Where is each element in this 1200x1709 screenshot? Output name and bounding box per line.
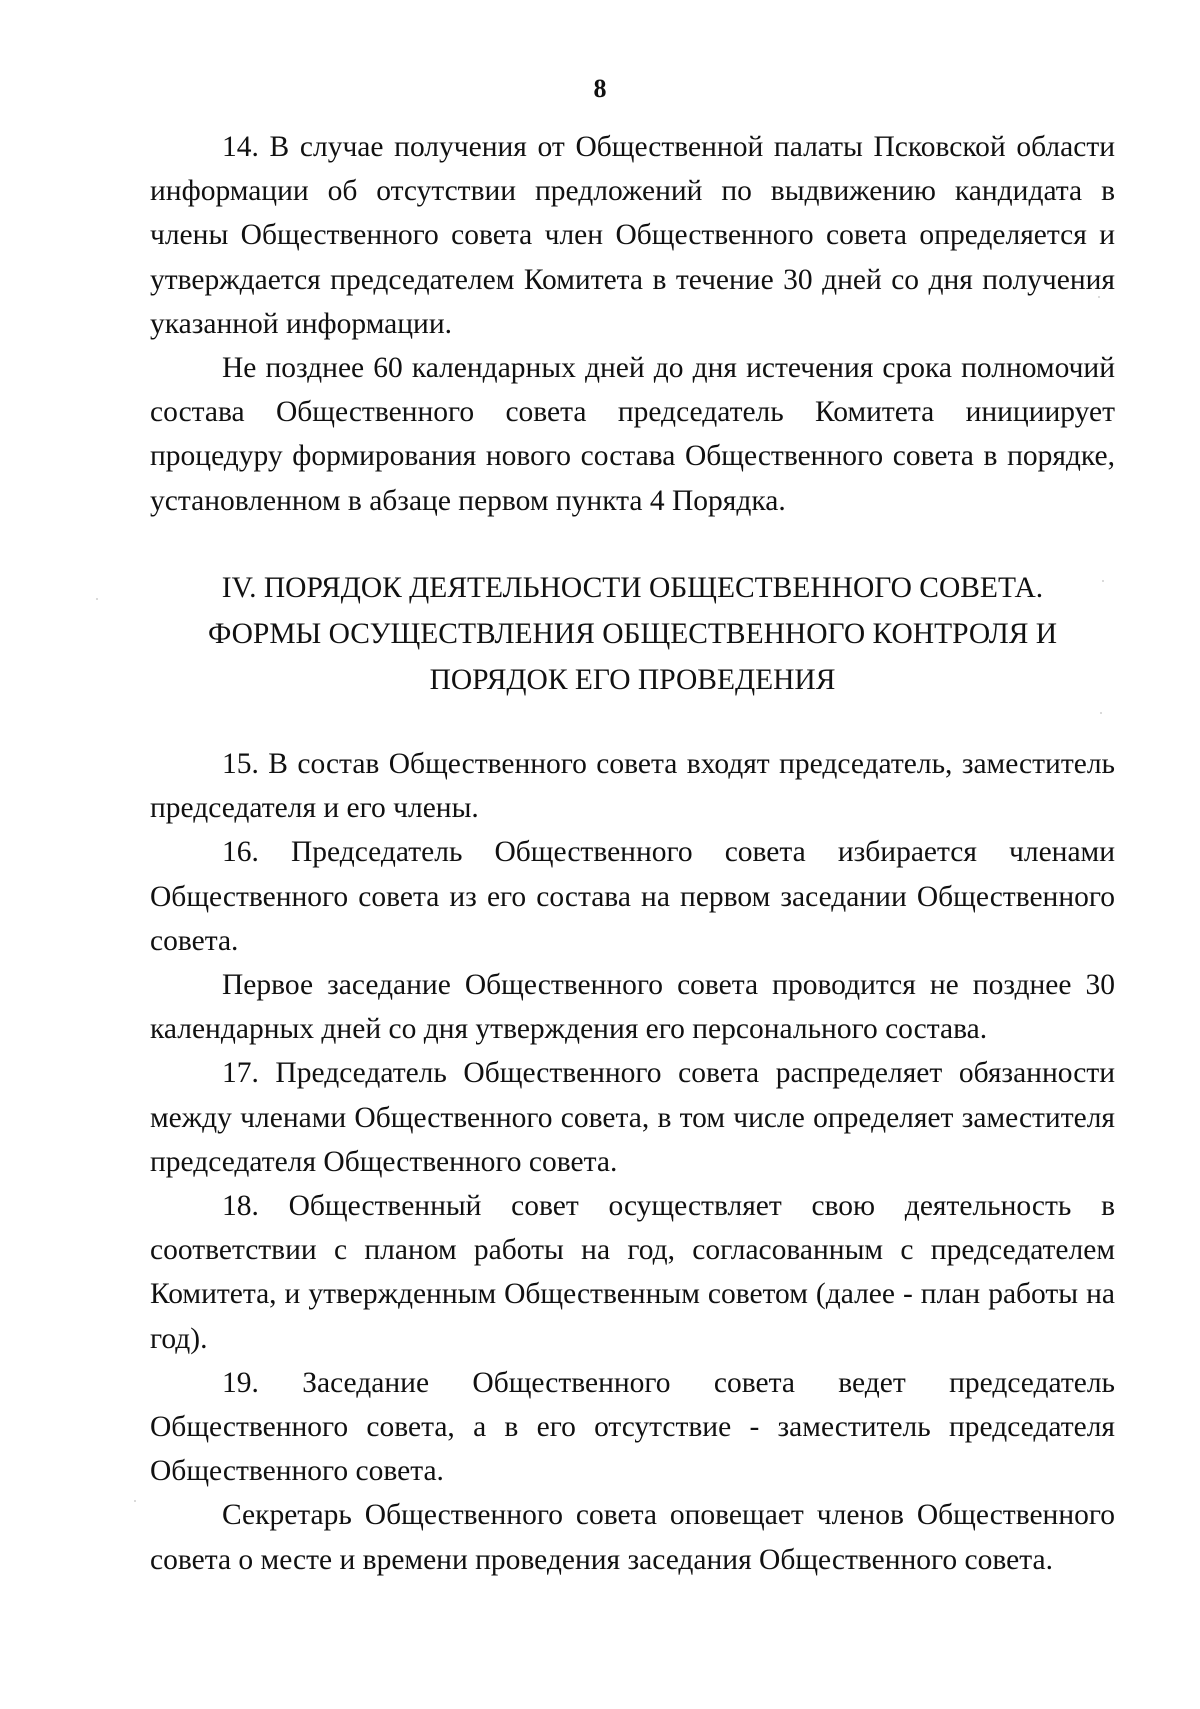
text-block-bottom [150,742,1115,1582]
paragraph-18: 18. Общественный совет осуществляет свою деятельность в соответствии с планом работы на год, согласованным с председателем Комитета, и утвержденным Общественным советом (далее - план работы на год). [150,1190,1115,1355]
section-heading-line-2: ФОРМЫ ОСУЩЕСТВЛЕНИЯ ОБЩЕСТВЕННОГО КОНТРОЛЯ И [207,618,1058,650]
scan-speck [134,1500,136,1502]
paragraph-14-continuation: Не позднее 60 календарных дней до дня истечения срока полномочий состава Общественного совета председатель Комитета инициирует процедуру формирования нового состава Общественного совета в порядке, установленном в абзаце первом пункта 4 Порядка. [150,352,1115,517]
paragraph-14: 14. В случае получения от Общественной палаты Псковской области информации об отсутствии предложений по выдвижению кандидата в члены Общественного совета член Общественного совета определяется и утверждается председателем Комитета в течение 30 дней со дня получения указанной информации. [150,131,1115,340]
section-heading-line-1: IV. ПОРЯДОК ДЕЯТЕЛЬНОСТИ ОБЩЕСТВЕННОГО СОВЕТА. [221,572,1044,604]
paragraph-15: 15. В состав Общественного совета входят председатель, заместитель председателя и его члены. [150,748,1115,825]
scan-speck [1102,580,1104,582]
scan-speck [1098,296,1100,298]
page-number: 8 [593,74,607,103]
scan-speck [96,598,98,600]
paragraph-19-continuation: Секретарь Общественного совета оповещает членов Общественного совета о месте и времени проведения заседания Общественного совета. [150,1499,1115,1576]
paragraph-16-continuation: Первое заседание Общественного совета проводится не позднее 30 календарных дней со дня утверждения его персонального состава. [150,969,1115,1046]
scan-speck [1100,712,1102,714]
section-heading-line-3: ПОРЯДОК ЕГО ПРОВЕДЕНИЯ [429,664,836,696]
section-heading [150,565,1115,703]
text-block-top [150,125,1115,523]
paragraph-17: 17. Председатель Общественного совета распределяет обязанности между членами Общественного совета, в том числе определяет заместителя председателя Общественного совета. [150,1057,1115,1178]
paragraph-16: 16. Председатель Общественного совета избирается членами Общественного совета из его состава на первом заседании Общественного совета. [150,836,1115,957]
paragraph-19: 19. Заседание Общественного совета ведет председатель Общественного совета, а в его отсутствие - заместитель председателя Общественного совета. [150,1366,1115,1488]
